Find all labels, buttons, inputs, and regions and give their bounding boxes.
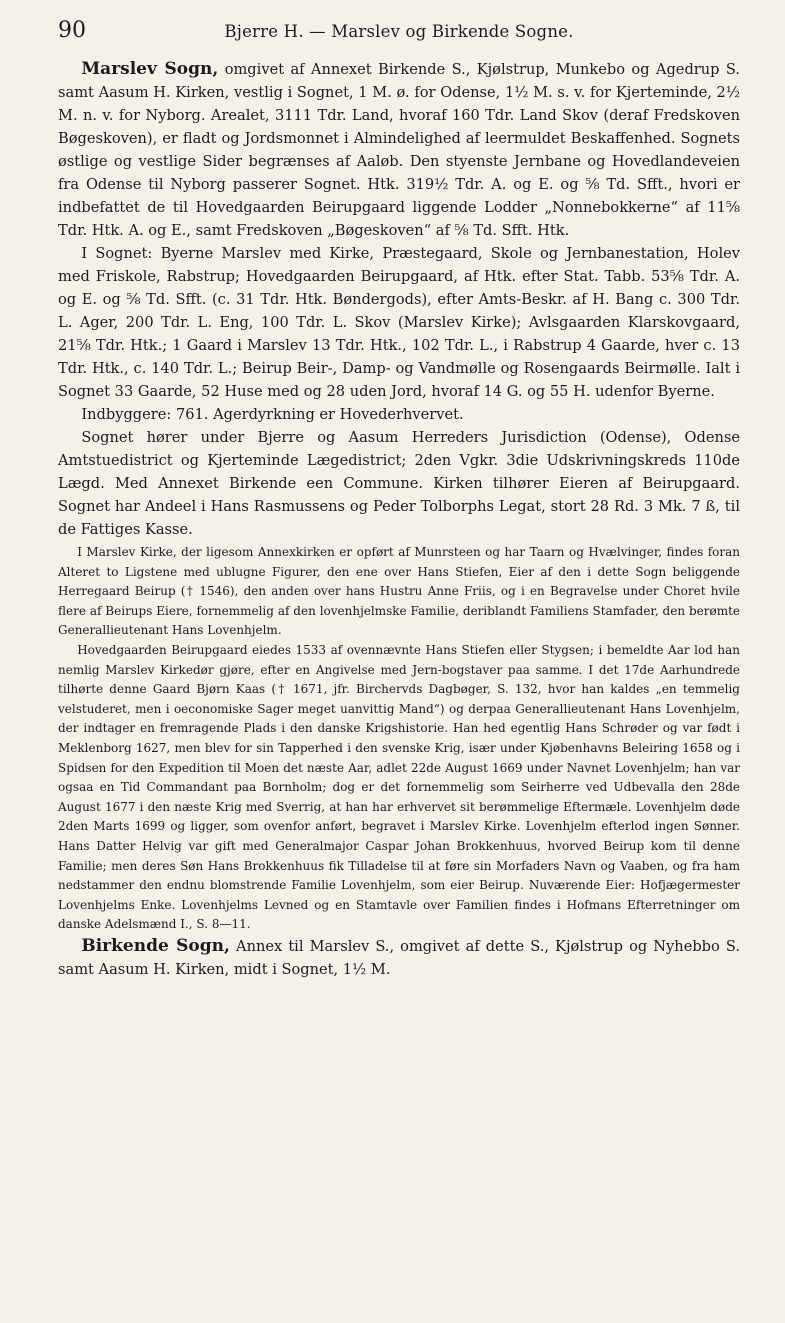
entry-marslev bbox=[58, 58, 740, 935]
marslev-paragraph-3: Indbyggere: 761. Agerdyrkning er Hovederhvervet. bbox=[81, 406, 464, 423]
birkende-description: Annex til Marslev S., omgivet af dette S., Kjølstrup og Nyhebbo S. samt Aasum H. Kirken, midt i Sognet, 1½ M. bbox=[58, 937, 740, 978]
entry-heading-birkende: Birkende Sogn, bbox=[81, 935, 230, 956]
running-title: Bjerre H. — Marslev og Birkende Sogne. bbox=[224, 22, 574, 41]
page-header bbox=[58, 0, 740, 58]
entry-heading-marslev: Marslev Sogn, bbox=[81, 59, 219, 79]
note-manor: Hovedgaarden Beirupgaard eiedes 1533 af ovennævnte Hans Stiefen eller Stygsen; i bemeldte Aar lod han nemlig Marslev Kirkedør gjøre, efter en Angivelse med Jern-bogstaver paa samme. I det 17de Aarhundrede tilhørte denne Gaard Bjørn Kaas († 1671, jfr. Birchervds Dagbøger, S. 132, hvor han kaldes „en temmelig velstuderet, men i oeconomiske Sager meget uanvittig Mand“) og derpaa Generallieutenant Hans Lovenhjelm, der indtager en fremragende Plads i den danske Krigshistorie. Han hed egentlig Hans Schrøder og var født i Meklenborg 1627, men blev for sin Tapperhed i den svenske Krig, især under Kjøbenhavns Beleiring 1658 og i Spidsen for den Expedition til Moen det næste Aar, adlet 22de August 1669 under Navnet Lovenhjelm; han var ogsaa en Tid Commandant paa Bornholm; dog er det fornemmelig som Seirherre ved Udbevalla den 28de August 1677 i den næste Krig med Sverrig, at han har erhvervet sit berømmelige Eftermæle. Lovenhjelm døde 2den Marts 1699 og ligger, som ovenfor anført, begravet i Marslev Kirke. Lovenhjelm efterlod ingen Sønner. Hans Datter Helvig var gift med Generalmajor Caspar Johan Brokkenhuus, hvorved Beirup kom til denne Familie; men deres Søn Hans Brokkenhuus fik Tilladelse til at føre sin Morfaders Navn og Vaaben, og fra ham nedstammer den endnu blomstrende Familie Lovenhjelm, som eier Beirup. Nuværende Eier: Hofjægermester Lovenhjelms Enke. Lovenhjelms Levned og en Stamtavle over Familien findes i Hofmans Efterretninger om danske Adelsmænd I., S. 8—11. bbox=[58, 642, 740, 932]
marslev-notes bbox=[58, 543, 740, 935]
birkende-paragraph-1 bbox=[58, 935, 740, 981]
marslev-paragraph-4: Sognet hører under Bjerre og Aasum Herreders Jurisdiction (Odense), Odense Amtstuedistrict og Kjerteminde Lægedistrict; 2den Vgkr. 3die Udskrivningskreds 110de Lægd. Med Annexet Birkende een Commune. Kirken tilhører Eieren af Beirupgaard. Sognet har Andeel i Hans Rasmussens og Peder Tolborphs Legat, stort 28 Rd. 3 Mk. 7 ß, til de Fattiges Kasse. bbox=[58, 429, 740, 538]
page-number: 90 bbox=[58, 18, 86, 43]
marslev-paragraph-1 bbox=[58, 58, 740, 242]
marslev-description: omgivet af Annexet Birkende S., Kjølstrup, Munkebo og Agedrup S. samt Aasum H. Kirken, vestlig i Sognet, 1 M. ø. for Odense, 1½ M. s. v. for Kjerteminde, 2½ M. n. v. for Nyborg. Arealet, 3111 Tdr. Land, hvoraf 160 Tdr. Land Skov (deraf Fredskoven Bøgeskoven), er fladt og Jordsmonnet i Almindelighed af leermuldet Beskaffenhed. Sognets østlige og vestlige Sider begrænses af Aaløb. Den styenste Jernbane og Hovedlandeveien fra Odense til Nyborg passerer Sognet. Htk. 319½ Tdr. A. og E. og ⅝ Td. Sfft., hvori er indbefattet de til Hovedgaarden Beirupgaard liggende Lodder „Nonnebokkerne“ af 11⅝ Tdr. Htk. A. og E., samt Fredskoven „Bøgeskoven“ af ⅝ Td. Sfft. Htk. bbox=[58, 61, 740, 239]
marslev-paragraph-2: I Sognet: Byerne Marslev med Kirke, Præstegaard, Skole og Jernbanestation, Holev med Friskole, Rabstrup; Hovedgaarden Beirupgaard, af Htk. efter Stat. Tabb. 53⅝ Tdr. A. og E. og ⅝ Td. Sfft. (c. 31 Tdr. Htk. Bøndergods), efter Amts-Beskr. af H. Bang c. 300 Tdr. L. Ager, 200 Tdr. L. Eng, 100 Tdr. L. Skov (Marslev Kirke); Avlsgaarden Klarskovgaard, 21⅝ Tdr. Htk.; 1 Gaard i Marslev 13 Tdr. Htk., 102 Tdr. L., i Rabstrup 4 Gaarde, hver c. 13 Tdr. Htk., c. 140 Tdr. L.; Beirup Beir-, Damp- og Vandmølle og Rosengaards Beirmølle. Ialt i Sognet 33 Gaarde, 52 Huse med og 28 uden Jord, hvoraf 14 G. og 55 H. udenfor Byerne. bbox=[58, 245, 740, 400]
entry-birkende bbox=[58, 935, 740, 981]
body-text bbox=[58, 58, 740, 981]
note-church: I Marslev Kirke, der ligesom Annexkirken er opført af Munrsteen og har Taarn og Hvælvinger, findes foran Alteret to Ligstene med ublugne Figurer, den ene over Hans Stiefen, Eier af den i dette Sogn beliggende Herregaard Beirup († 1546), den anden over hans Hustru Anne Friis, og i en Begravelse under Choret hvile flere af Beirups Eiere, fornemmelig af den lovenhjelmske Familie, deriblandt Familiens Stamfader, den berømte Generallieutenant Hans Lovenhjelm. bbox=[58, 545, 740, 638]
